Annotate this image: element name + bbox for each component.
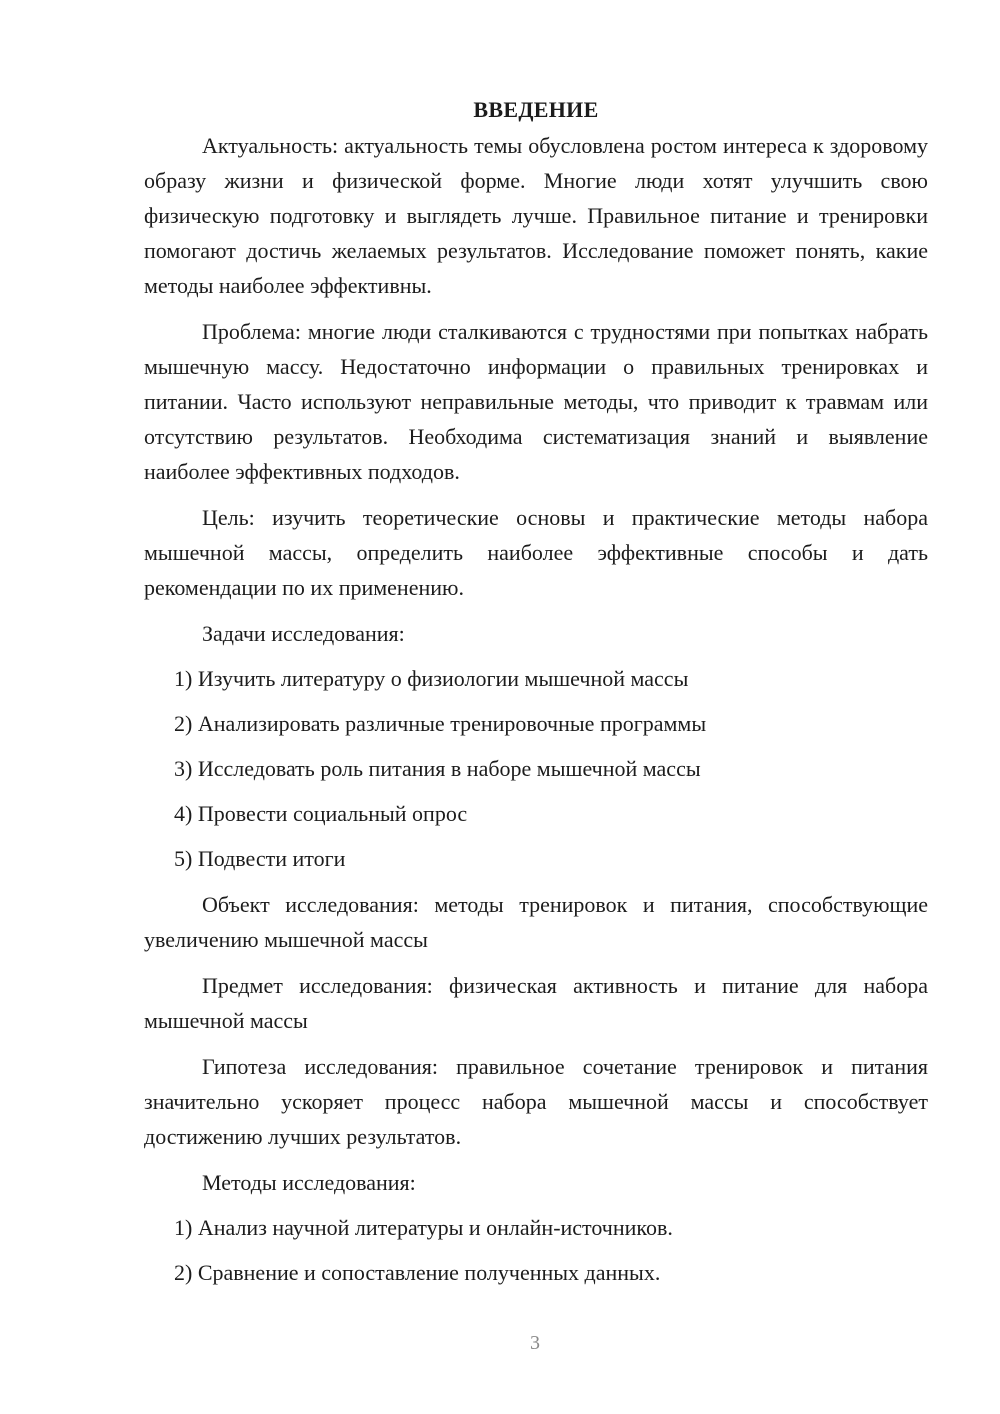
spacer (144, 605, 928, 616)
document-page (144, 92, 928, 1290)
spacer (144, 1154, 928, 1165)
problem-paragraph: Проблема: многие люди сталкиваются с трудностями при попытках набрать мышечную массу. Недостаточно информации о правильных тренировках и питании. Часто используют неправильные методы, что приводит к травмам или отсутствию результатов. Необходима систематизация знаний и выявление наиболее эффективных подходов. (144, 319, 928, 484)
page-number: 3 (530, 1332, 540, 1354)
spacer (144, 1245, 928, 1255)
spacer (144, 831, 928, 841)
task-item: 5) Подвести итоги (174, 846, 346, 871)
relevance-paragraph: Актуальность: актуальность темы обусловлена ростом интереса к здоровому образу жизни и физической форме. Многие люди хотят улучшить свою физическую подготовку и выглядеть лучше. Правильное питание и тренировки помогают достичь желаемых результатов. Исследование поможет понять, какие методы наиболее эффективны. (144, 133, 928, 298)
goal-paragraph: Цель: изучить теоретические основы и практические методы набора мышечной массы, определить наиболее эффективные способы и дать рекомендации по их применению. (144, 505, 928, 600)
spacer (144, 696, 928, 706)
object-paragraph: Объект исследования: методы тренировок и питания, способствующие увеличению мышечной массы (144, 892, 928, 952)
task-item: 4) Провести социальный опрос (174, 801, 468, 826)
document-heading: ВВЕДЕНИЕ (473, 97, 599, 122)
task-item: 2) Анализировать различные тренировочные программы (174, 711, 707, 736)
spacer (144, 651, 928, 661)
spacer (144, 1038, 928, 1049)
spacer (144, 1200, 928, 1210)
method-item: 1) Анализ научной литературы и онлайн-источников. (174, 1215, 673, 1240)
task-item: 1) Изучить литературу о физиологии мышечной массы (174, 666, 689, 691)
spacer (144, 786, 928, 796)
subject-paragraph: Предмет исследования: физическая активность и питание для набора мышечной массы (144, 973, 928, 1033)
task-item: 3) Исследовать роль питания в наборе мышечной массы (174, 756, 701, 781)
spacer (144, 957, 928, 968)
spacer (144, 876, 928, 887)
spacer (144, 741, 928, 751)
tasks-title: Задачи исследования: (202, 621, 405, 646)
hypothesis-paragraph: Гипотеза исследования: правильное сочетание тренировок и питания значительно ускоряет процесс набора мышечной массы и способствует достижению лучших результатов. (144, 1054, 928, 1149)
methods-title: Методы исследования: (202, 1170, 416, 1195)
method-item: 2) Сравнение и сопоставление полученных данных. (174, 1260, 661, 1285)
spacer (144, 489, 928, 500)
spacer (144, 303, 928, 314)
